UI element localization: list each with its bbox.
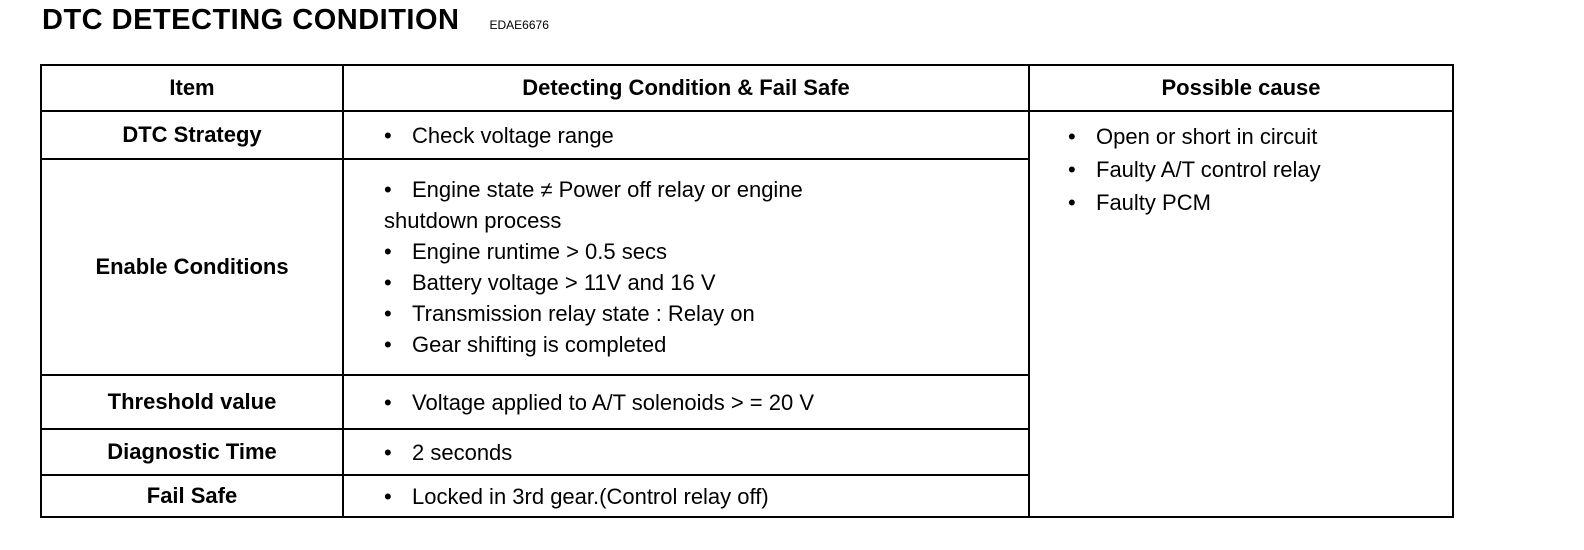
table-row (42, 476, 1028, 516)
table-row (42, 376, 1028, 430)
table-row (42, 430, 1028, 476)
possible-cause-column (1030, 64, 1454, 518)
list-item: • Transmission relay state : Relay on (384, 301, 755, 326)
table-header-row (42, 66, 1028, 112)
row-label: Diagnostic Time (42, 430, 344, 474)
row-label: Fail Safe (42, 476, 344, 516)
list-item: • Engine state ≠ Power off relay or engine (384, 177, 803, 202)
row-label: DTC Strategy (42, 112, 344, 158)
title-row (42, 4, 549, 44)
list-item: • Faulty PCM (1068, 190, 1211, 215)
row-conditions (344, 160, 1028, 374)
dtc-table (40, 64, 1030, 518)
table-row (42, 160, 1028, 376)
list-item: • Gear shifting is completed (384, 332, 667, 357)
list-item: • Faulty A/T control relay (1068, 157, 1321, 182)
row-label: Threshold value (42, 376, 344, 428)
list-item: • Check voltage range (384, 122, 614, 148)
row-conditions (344, 476, 1028, 516)
row-label: Enable Conditions (42, 160, 344, 374)
table-row (42, 112, 1028, 160)
list-item: • 2 seconds (384, 439, 513, 465)
list-item: • Battery voltage > 11V and 16 V (384, 270, 716, 295)
column-header-item: Item (42, 66, 344, 110)
list-item-continuation: shutdown process (384, 208, 562, 233)
list-item: • Engine runtime > 0.5 secs (384, 239, 667, 264)
column-header-possible-cause: Possible cause (1030, 66, 1452, 112)
row-conditions (344, 376, 1028, 428)
page-title: DTC DETECTING CONDITION (42, 4, 460, 36)
column-header-condition: Detecting Condition & Fail Safe (522, 75, 850, 100)
row-conditions (344, 112, 1028, 158)
document-code: EDAE6676 (489, 18, 549, 32)
list-item: • Voltage applied to A/T solenoids > = 20 V (384, 389, 815, 415)
possible-cause-list (1030, 112, 1452, 219)
list-item: • Locked in 3rd gear.(Control relay off) (384, 483, 769, 509)
list-item: • Open or short in circuit (1068, 124, 1318, 149)
row-conditions (344, 430, 1028, 474)
